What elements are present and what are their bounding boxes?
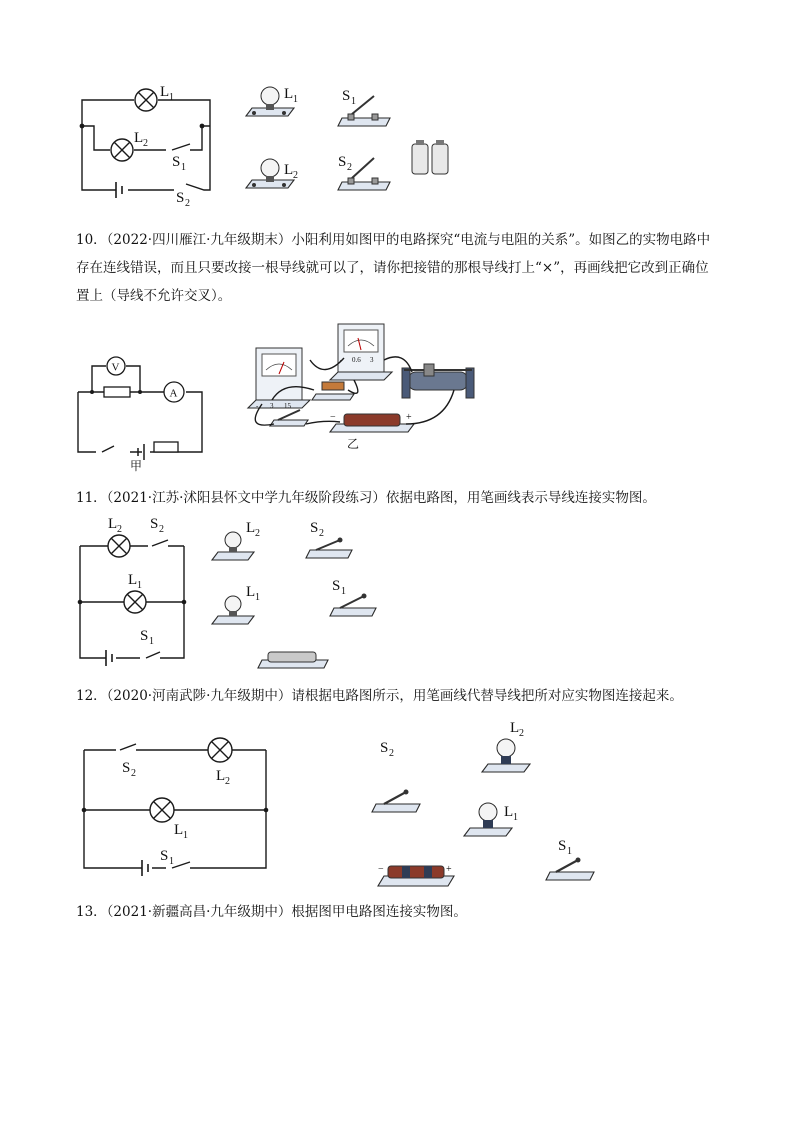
fixed-resistor [312, 382, 354, 400]
svg-text:1: 1 [169, 856, 174, 867]
svg-text:2: 2 [225, 776, 230, 787]
svg-text:S: S [140, 628, 149, 644]
svg-text:A: A [169, 387, 178, 400]
svg-text:V: V [111, 361, 120, 374]
svg-text:L: L [174, 822, 184, 838]
svg-text:2: 2 [143, 138, 148, 149]
svg-text:1: 1 [513, 812, 518, 823]
bulb-on-base-l2 [212, 532, 254, 560]
q11-circuit-diagram [76, 516, 196, 666]
svg-text:S: S [380, 740, 389, 756]
svg-text:1: 1 [255, 592, 260, 603]
q10-circuit-diagram-jia [76, 350, 216, 473]
svg-text:L: L [216, 768, 226, 784]
battery-cells [412, 140, 448, 174]
question-13-text: 13．（2021·新疆高昌·九年级期中）根据图甲电路图连接实物图。 [76, 904, 467, 920]
lamp-l1-symbol [150, 798, 174, 822]
lamp-l2-symbol [208, 738, 232, 762]
svg-text:2: 2 [117, 524, 122, 535]
svg-text:L: L [504, 804, 514, 820]
voltmeter-symbol [107, 357, 125, 375]
svg-text:L: L [284, 162, 294, 178]
q9-circuit-diagram [76, 84, 216, 209]
svg-text:S: S [558, 838, 567, 854]
sliding-rheostat [402, 364, 474, 398]
svg-text:S: S [150, 516, 159, 532]
svg-text:1: 1 [169, 92, 174, 103]
knife-switch-s1 [546, 858, 594, 881]
svg-text:1: 1 [137, 580, 142, 591]
bulb-on-base-l2 [482, 739, 530, 772]
svg-text:1: 1 [149, 636, 154, 647]
svg-text:1: 1 [181, 162, 186, 173]
svg-text:L: L [108, 516, 118, 532]
battery-pack [330, 412, 414, 432]
ammeter-device [330, 324, 392, 380]
svg-text:+: + [406, 412, 412, 423]
svg-text:L: L [128, 572, 138, 588]
svg-text:1: 1 [351, 96, 356, 107]
caption-yi: 乙 [347, 437, 360, 451]
svg-text:−: − [330, 412, 336, 423]
q12-circuit-diagram [80, 734, 280, 874]
rheostat-symbol [154, 442, 178, 452]
question-12-text: 12．（2020·河南武陟·九年级期中）请根据电路图所示，用笔画线代替导线把所对应实物图连接起来。 [76, 688, 683, 704]
svg-text:-: - [340, 356, 343, 364]
svg-text:2: 2 [255, 528, 260, 539]
lamp-l2-symbol [108, 535, 130, 557]
question-11-text: 11．（2021·江苏·沭阳县怀文中学九年级阶段练习）依据电路图，用笔画线表示导线连接实物图。 [76, 490, 656, 506]
q11-physical-components [206, 512, 406, 672]
label-l1: L [160, 84, 170, 100]
ammeter-symbol [164, 382, 184, 402]
svg-text:S: S [160, 848, 169, 864]
svg-text:+: + [446, 864, 452, 875]
svg-text:L: L [284, 86, 294, 102]
svg-text:0.6: 0.6 [352, 356, 361, 364]
lamp-l1-symbol [135, 89, 157, 111]
battery-pack [378, 864, 454, 886]
svg-text:S: S [342, 88, 351, 104]
knife-switch-s1 [330, 594, 376, 617]
svg-text:2: 2 [159, 524, 164, 535]
svg-text:S: S [332, 578, 341, 594]
battery-symbol [116, 182, 122, 198]
svg-text:2: 2 [293, 170, 298, 181]
svg-text:S: S [338, 154, 347, 170]
knife-switch-s2 [372, 790, 420, 813]
lamp-l1-symbol [124, 591, 146, 613]
battery-pack [258, 652, 328, 668]
svg-text:3: 3 [370, 356, 374, 364]
label-s2: S [176, 190, 185, 206]
svg-text:1: 1 [293, 94, 298, 105]
caption-jia: 甲 [130, 459, 143, 473]
svg-text:2: 2 [131, 768, 136, 779]
svg-text:2: 2 [389, 748, 394, 759]
resistor-symbol [104, 387, 130, 397]
knife-switch [270, 410, 308, 426]
q9-physical-components [240, 86, 460, 206]
svg-text:3: 3 [270, 402, 274, 410]
svg-text:1: 1 [341, 586, 346, 597]
label-l2: L [134, 130, 144, 146]
svg-text:1: 1 [567, 846, 572, 857]
question-10-text: 10．（2022·四川雁江·九年级期末）小阳利用如图甲的电路探究“电流与电阻的关系”。如图乙的实物电路中存在连线错误，而且只要改接一根导线就可以了，请你把接错的那根导线打上“×”，再画线把它改到正确位置上（导线不允许交叉）。 [76, 232, 711, 304]
battery-symbol [106, 650, 112, 666]
q10-physical-circuit-yi [244, 320, 504, 450]
svg-text:L: L [510, 720, 520, 736]
svg-text:2: 2 [319, 528, 324, 539]
q12-physical-components [370, 718, 610, 888]
svg-text:S: S [122, 760, 131, 776]
svg-text:2: 2 [347, 162, 352, 173]
svg-text:L: L [246, 520, 256, 536]
svg-text:−: − [378, 864, 384, 875]
svg-text:2: 2 [185, 198, 190, 209]
svg-text:L: L [246, 584, 256, 600]
battery-symbol [142, 860, 148, 876]
voltmeter-device [248, 348, 310, 410]
svg-text:15: 15 [284, 402, 291, 410]
svg-text:S: S [310, 520, 319, 536]
lamp-l2-symbol [111, 139, 133, 161]
label-s1: S [172, 154, 181, 170]
svg-text:1: 1 [183, 830, 188, 841]
knife-switch-s2 [306, 538, 352, 559]
svg-text:-: - [256, 402, 259, 410]
bulb-on-base-l1 [212, 596, 254, 624]
svg-text:2: 2 [519, 728, 524, 739]
